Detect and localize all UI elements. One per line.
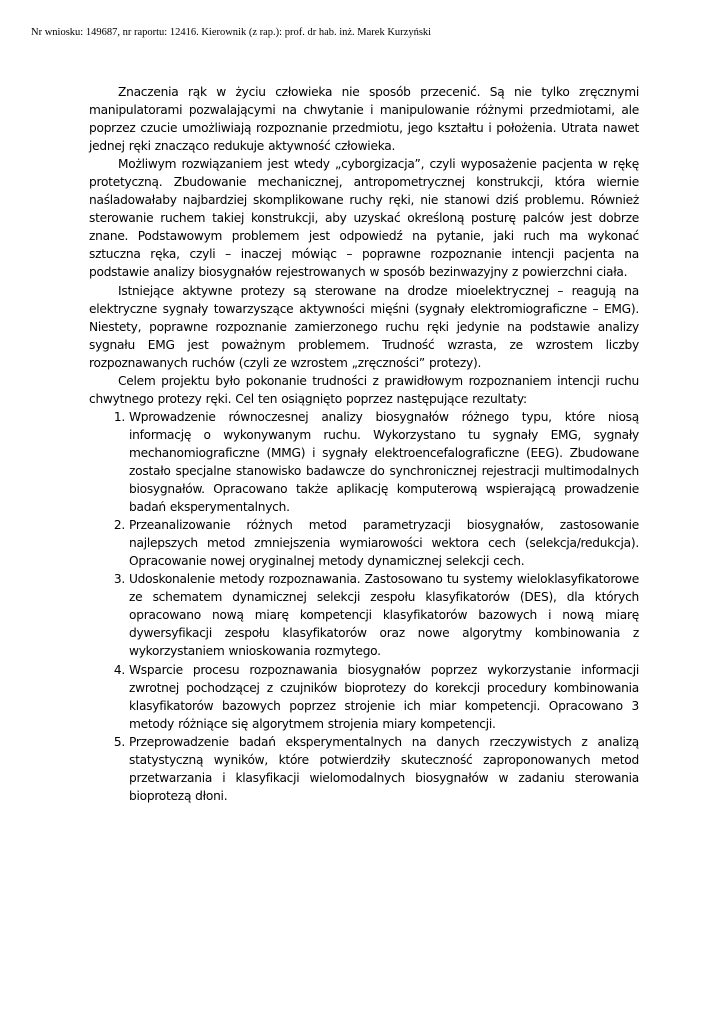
report-header: Nr wniosku: 149687, nr raportu: 12416. Kierownik (z rap.): prof. dr hab. inż. Marek Kurzyński (31, 27, 432, 38)
result-item: 3. Udoskonalenie metody rozpoznawania. Zastosowano tu systemy wieloklasyfikatorowe ze schematem dynamicznej selekcji zespołu klasyfikatorów (DES), dla których opracowano nową miarę kompetencji klasyfikatorów bazowych i nową miarę dywersyfikacji zespołu klasyfikatorów oraz nowe algorytmy kombinowania z wykorzystaniem wnioskowania rozmytego. (129, 570, 639, 660)
paragraph-hand-importance: Znaczenia rąk w życiu człowieka nie sposób przecenić. Są nie tylko zręcznymi manipulatorami pozwalającymi na chwytanie i manipulowanie różnymi przedmiotami, ale poprzez czucie umożliwiają rozpoznanie przedmiotu, jego kształtu i położenia. Utrata nawet jednej ręki znacząco redukuje aktywność człowieka. (89, 85, 639, 154)
result-item: 5. Przeprowadzenie badań eksperymentalnych na danych rzeczywistych z analizą statystyczną wyników, które potwierdziły skuteczność zaproponowanych metod przetwarzania i klasyfikacji wielomodalnych biosygnałów w zadaniu sterowania bioprotezą dłoni. (129, 733, 639, 805)
paragraph-cyborgization: Możliwym rozwiązaniem jest wtedy „cyborgizacja”, czyli wyposażenie pacjenta w rękę protetyczną. Zbudowanie mechanicznej, antropometrycznej konstrukcji, która wiernie naśladowałaby najbardziej skomplikowane ruchy ręki, nie stanowi dziś problemu. Również sterowanie ruchem takiej konstrukcji, aby uzyskać określoną posturę palców jest dobrze znane. Podstawowym problemem jest odpowiedź na pytanie, jaki ruch ma wykonać sztuczna ręka, czyli – inaczej mówiąc – poprawne rozpoznanie intencji pacjenta na podstawie analizy biosygnałów rejestrowanych w sposób bezinwazyjny z powierzchni ciała. (89, 157, 639, 280)
result-item: 2. Przeanalizowanie różnych metod parametryzacji biosygnałów, zastosowanie najlepszych metod zmniejszenia wymiarowości wektora cech (selekcja/redukcja). Opracowanie nowej oryginalnej metody dynamicznej selekcji cech. (129, 516, 639, 570)
result-item: 4. Wsparcie procesu rozpoznawania biosygnałów poprzez wykorzystanie informacji zwrotnej pochodzącej z czujników bioprotezy do korekcji procedury kombinowania klasyfikatorów bazowych poprzez strojenie ich miar kompetencji. Opracowano 3 metody różniące się algorytmem strojenia miary kompetencji. (129, 661, 639, 733)
report-body (89, 83, 639, 805)
results-list (89, 408, 639, 805)
result-item: 1. Wprowadzenie równoczesnej analizy biosygnałów różnego typu, które niosą informację o wykonywanym ruchu. Wykorzystano tu sygnały EMG, sygnały mechanomiograficzne (MMG) i sygnały elektroencefalograficzne (EEG). Zbudowane zostało specjalne stanowisko badawcze do synchronicznej rejestracji multimodalnych biosygnałów. Opracowano także aplikację komputerową wspierającą prowadzenie badań eksperymentalnych. (129, 408, 639, 516)
paragraph-existing-prostheses: Istniejące aktywne protezy są sterowane na drodze mioelektrycznej – reagują na elektryczne sygnały towarzyszące aktywności mięśni (sygnały elektromiograficzne – EMG). Niestety, poprawne rozpoznanie zamierzonego ruchu ręki jedynie na podstawie analizy sygnału EMG jest poważnym problemem. Trudność wzrasta, ze wzrostem liczby rozpoznawanych ruchów (czyli ze wzrostem „zręczności” protezy). (89, 283, 639, 370)
paragraph-project-goal: Celem projektu było pokonanie trudności z prawidłowym rozpoznaniem intencji ruchu chwytnego protezy ręki. Cel ten osiągnięto poprzez następujące rezultaty: (89, 373, 639, 406)
